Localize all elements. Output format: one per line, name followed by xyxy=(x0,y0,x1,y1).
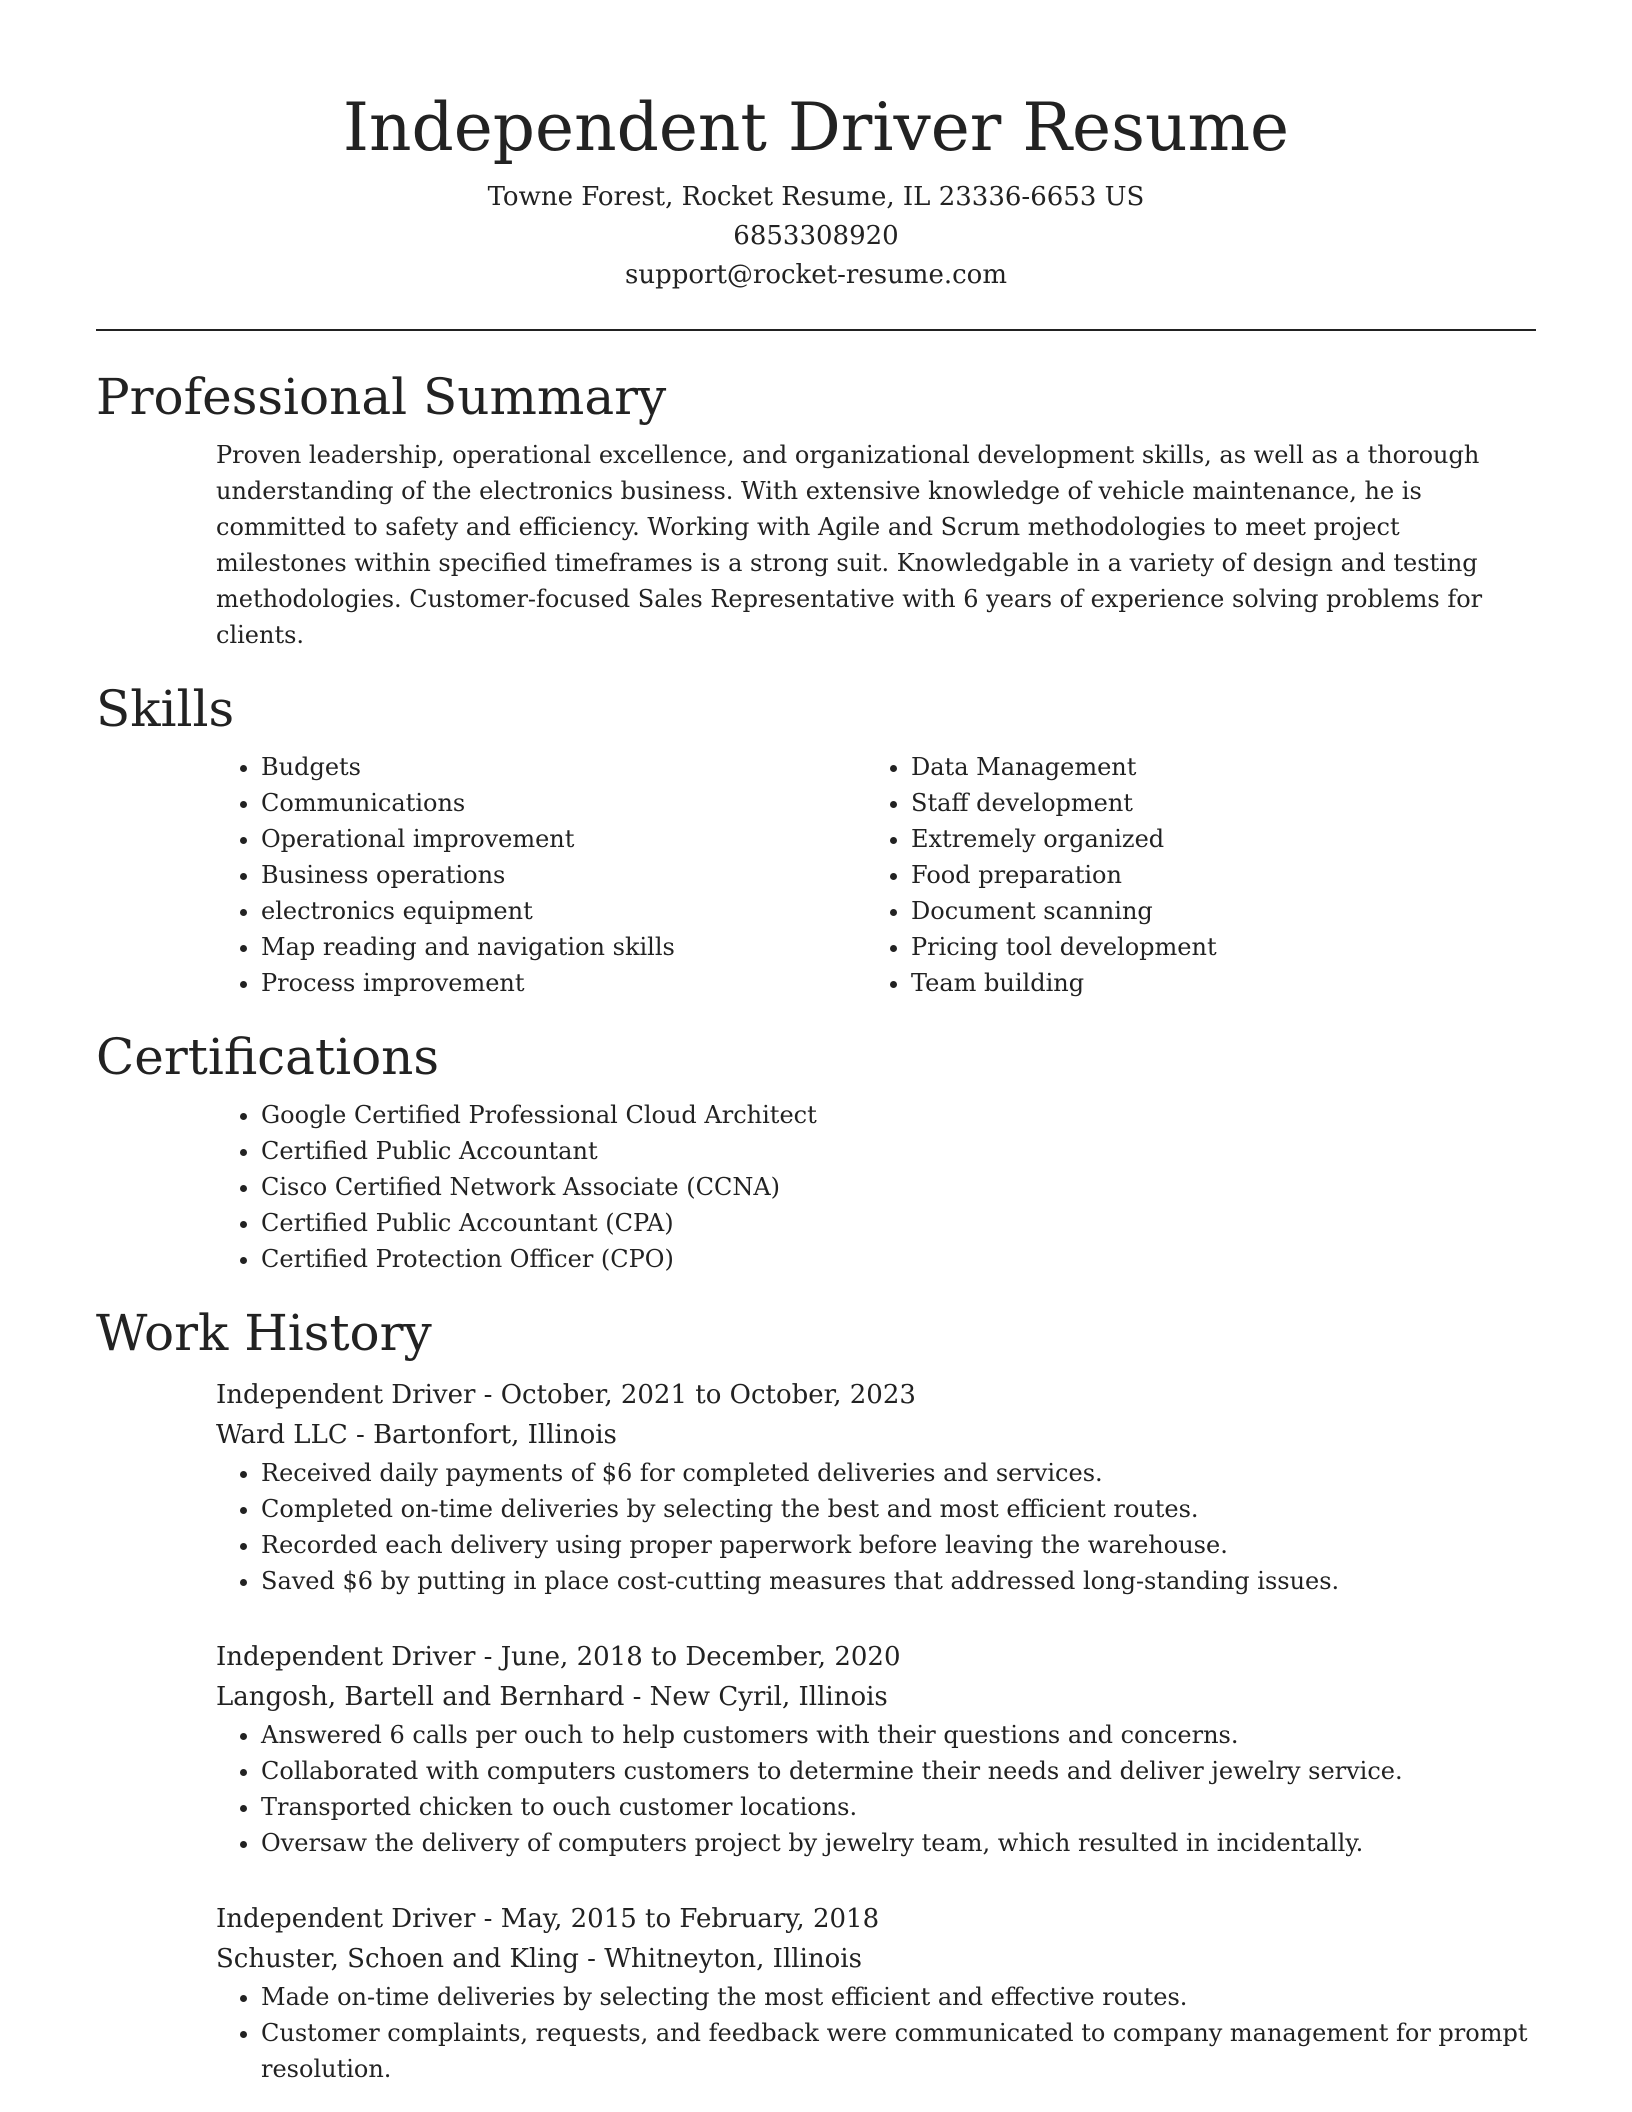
skill-item: • Extremely organized xyxy=(911,821,1516,857)
job-title-line: Independent Driver - May, 2015 to February, 2018 xyxy=(216,1904,880,1934)
job-title: Independent Driver xyxy=(216,1904,476,1934)
contact-phone: 6853308920 xyxy=(733,221,899,251)
skill-item: • Business operations xyxy=(261,857,866,893)
skill-item: • Pricing tool development xyxy=(911,929,1516,965)
summary-text: Proven leadership, operational excellence, and organizational development skills, as well as a thorough understanding of the electronics business. With extensive knowledge of vehicle maintenance, he is committed to safety and efficiency. Working with Agile and Scrum methodologies to meet project milestones within specified timeframes is a strong suit. Knowledgable in a variety of design and testing methodologies. Customer-focused Sales Representative with 6 years of experience solving problems for clients. xyxy=(216,441,1483,649)
skill-item: • Budgets xyxy=(261,749,866,785)
skill-item: • Food preparation xyxy=(911,857,1516,893)
job-title: Independent Driver xyxy=(216,1642,476,1672)
skill-item: • Document scanning xyxy=(911,893,1516,929)
certification-item: • Certified Public Accountant xyxy=(261,1133,1536,1169)
work-history-heading: Work History xyxy=(96,1304,432,1362)
job-company-line: Langosh, Bartell and Bernhard - New Cyril, Illinois xyxy=(216,1682,888,1712)
job-bullet: • Customer complaints, requests, and feedback were communicated to company management for prompt resolution. xyxy=(261,2015,1536,2087)
job-bullet: • Recorded each delivery using proper paperwork before leaving the warehouse. xyxy=(261,1527,1536,1563)
skill-item: • electronics equipment xyxy=(261,893,866,929)
job-dates: June, 2018 to December, 2020 xyxy=(500,1642,901,1672)
contact-address: Towne Forest, Rocket Resume, IL 23336-6653 US xyxy=(487,182,1145,212)
summary-heading: Professional Summary xyxy=(96,368,667,426)
certification-item: • Google Certified Professional Cloud Architect xyxy=(261,1097,1536,1133)
resume-page xyxy=(96,0,1536,2087)
skill-item: • Operational improvement xyxy=(261,821,866,857)
skills-heading: Skills xyxy=(96,680,235,738)
job-bullet: • Answered 6 calls per ouch to help customers with their questions and concerns. xyxy=(261,1717,1536,1753)
job-location: Bartonfort, Illinois xyxy=(373,1420,617,1450)
summary-section xyxy=(96,367,1536,653)
header-divider xyxy=(96,329,1536,331)
job-title-line: Independent Driver - October, 2021 to October, 2023 xyxy=(216,1380,916,1410)
job-bullet: • Collaborated with computers customers to determine their needs and deliver jewelry service. xyxy=(261,1753,1536,1789)
job-bullet: • Oversaw the delivery of computers project by jewelry team, which resulted in incidentally. xyxy=(261,1825,1536,1861)
skills-column-left xyxy=(216,749,866,1001)
job-bullet: • Transported chicken to ouch customer locations. xyxy=(261,1789,1536,1825)
skills-section xyxy=(96,679,1536,1001)
job-dates: May, 2015 to February, 2018 xyxy=(500,1904,880,1934)
certification-item: • Cisco Certified Network Associate (CCNA) xyxy=(261,1169,1536,1205)
skill-item: • Map reading and navigation skills xyxy=(261,929,866,965)
certifications-section xyxy=(96,1027,1536,1277)
job-dates: October, 2021 to October, 2023 xyxy=(500,1380,916,1410)
job-entry xyxy=(216,1637,1536,1861)
resume-title: Independent Driver Resume xyxy=(342,89,1290,166)
job-entry xyxy=(216,1899,1536,2087)
skill-item: • Staff development xyxy=(911,785,1516,821)
certifications-heading: Certifications xyxy=(96,1028,440,1086)
work-history-section xyxy=(96,1303,1536,2087)
resume-header xyxy=(96,0,1536,295)
job-title: Independent Driver xyxy=(216,1380,476,1410)
job-company-line: Ward LLC - Bartonfort, Illinois xyxy=(216,1420,617,1450)
skill-item: • Process improvement xyxy=(261,965,866,1001)
skill-item: • Communications xyxy=(261,785,866,821)
job-entry xyxy=(216,1375,1536,1599)
skill-item: • Data Management xyxy=(911,749,1516,785)
contact-email: support@rocket-resume.com xyxy=(624,260,1007,290)
skills-column-right xyxy=(866,749,1516,1001)
job-bullet: • Completed on-time deliveries by selecting the best and most efficient routes. xyxy=(261,1491,1536,1527)
job-company-line: Schuster, Schoen and Kling - Whitneyton, Illinois xyxy=(216,1944,862,1974)
certification-item: • Certified Public Accountant (CPA) xyxy=(261,1205,1536,1241)
job-bullet: • Made on-time deliveries by selecting the most efficient and effective routes. xyxy=(261,1979,1536,2015)
contact-info xyxy=(96,178,1536,295)
job-title-line: Independent Driver - June, 2018 to December, 2020 xyxy=(216,1642,901,1672)
certification-item: • Certified Protection Officer (CPO) xyxy=(261,1241,1536,1277)
job-location: New Cyril, Illinois xyxy=(649,1682,888,1712)
job-company: Ward LLC xyxy=(216,1420,348,1450)
job-company: Langosh, Bartell and Bernhard xyxy=(216,1682,625,1712)
skill-item: • Team building xyxy=(911,965,1516,1001)
job-bullet: • Saved $6 by putting in place cost-cutting measures that addressed long-standing issues. xyxy=(261,1563,1536,1599)
job-location: Whitneyton, Illinois xyxy=(604,1944,862,1974)
job-company: Schuster, Schoen and Kling xyxy=(216,1944,579,1974)
job-bullet: • Received daily payments of $6 for completed deliveries and services. xyxy=(261,1455,1536,1491)
